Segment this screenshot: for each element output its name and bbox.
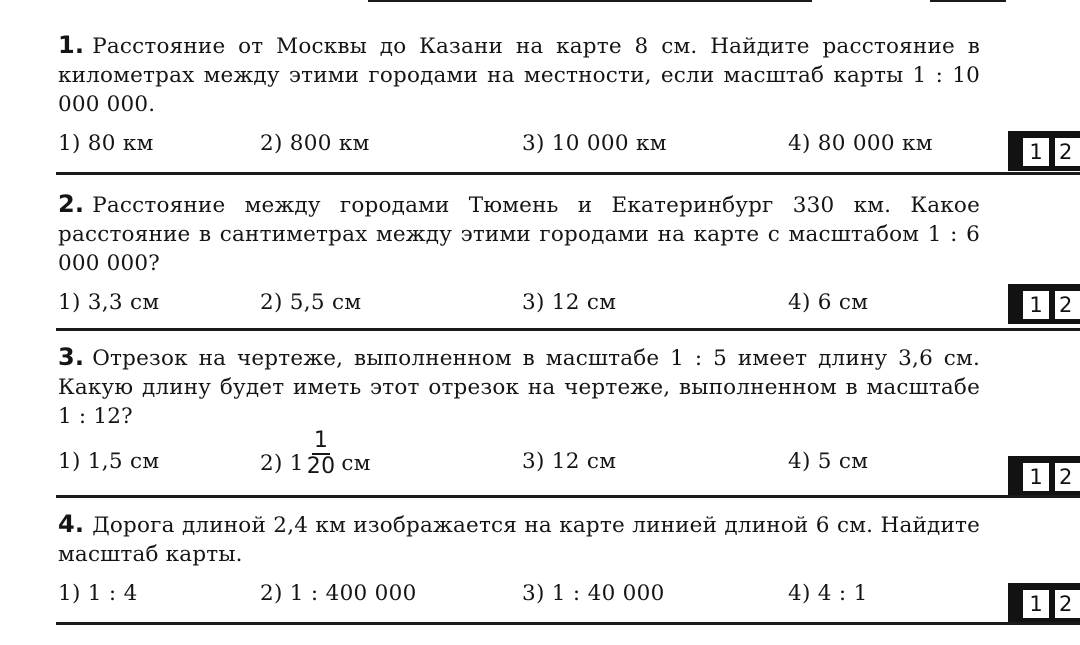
divider-rule [56,495,1080,498]
answer-box-cell[interactable]: 1 [1023,291,1049,319]
divider-rule [56,328,1080,331]
answer-option-2[interactable] [260,428,371,479]
answer-option-1[interactable]: 1) 80 км [58,131,154,156]
answer-box-cell[interactable]: 2 [1055,291,1080,319]
problem-1 [58,31,980,165]
answer-option-2[interactable]: 2) 800 км [260,131,370,156]
answer-box[interactable] [1008,131,1080,171]
answer-box-cell[interactable]: 1 [1023,138,1049,166]
top-rule-fragment [930,0,1006,2]
answer-fraction [305,429,338,479]
answer-option-3[interactable]: 3) 10 000 км [522,131,667,156]
problem-text: Расстояние от Москвы до Казани на карте 8 см. Найдите расстояние в километрах между этими городами на местности, если масштаб карты 1 : 10 000 000. [58,34,980,117]
answer-unit: см [341,451,371,476]
divider-rule [56,172,1080,175]
answer-option-1[interactable]: 1) 3,3 см [58,290,160,315]
problem-number: 4. [58,510,85,538]
answer-options [58,581,980,615]
answer-option-4[interactable]: 4) 5 см [788,449,869,474]
problem-text: Дорога длиной 2,4 км изображается на карте линией длиной 6 см. Найдите масштаб карты. [58,513,980,567]
problem-2 [58,190,980,324]
answer-option-4[interactable]: 4) 4 : 1 [788,581,868,606]
problem-number: 3. [58,343,85,371]
answer-option-3[interactable]: 3) 12 см [522,290,617,315]
problem-text: Расстояние между городами Тюмень и Екатеринбург 330 км. Какое расстояние в сантиметрах между этими городами на карте с масштабом 1 : 6 000 000? [58,193,980,276]
problem-question [58,31,980,119]
answer-options [58,290,980,324]
answer-box-cell[interactable]: 1 [1023,590,1049,618]
problem-question [58,343,980,431]
answer-box-cell[interactable]: 2 [1055,590,1080,618]
answer-option-1[interactable]: 1) 1 : 4 [58,581,138,606]
answer-box[interactable] [1008,583,1080,623]
answer-options [58,131,980,165]
fraction-denominator: 20 [306,454,336,479]
problem-number: 1. [58,31,85,59]
answer-box-cell[interactable]: 2 [1055,463,1080,491]
answer-box[interactable] [1008,284,1080,324]
problem-number: 2. [58,190,85,218]
answer-box[interactable] [1008,456,1080,496]
answer-options [58,428,980,483]
answer-box-cell[interactable]: 2 [1055,138,1080,166]
answer-mixed-whole: 2) 1 [260,451,304,476]
problem-question [58,190,980,278]
answer-option-2[interactable]: 2) 5,5 см [260,290,362,315]
fraction-numerator: 1 [313,428,329,453]
answer-box-cell[interactable]: 1 [1023,463,1049,491]
answer-option-4[interactable]: 4) 80 000 км [788,131,933,156]
problem-3 [58,343,980,483]
answer-option-3[interactable]: 3) 12 см [522,449,617,474]
answer-option-2[interactable]: 2) 1 : 400 000 [260,581,417,606]
answer-option-4[interactable]: 4) 6 см [788,290,869,315]
answer-option-3[interactable]: 3) 1 : 40 000 [522,581,665,606]
top-rule-fragment [368,0,812,2]
problem-question [58,510,980,569]
divider-rule [56,622,1080,625]
problem-4 [58,510,980,615]
problem-text: Отрезок на чертеже, выполненном в масштабе 1 : 5 имеет длину 3,6 см. Какую длину будет иметь этот отрезок на чертеже, выполненном в масштабе 1 : 12? [58,346,980,429]
answer-option-1[interactable]: 1) 1,5 см [58,449,160,474]
